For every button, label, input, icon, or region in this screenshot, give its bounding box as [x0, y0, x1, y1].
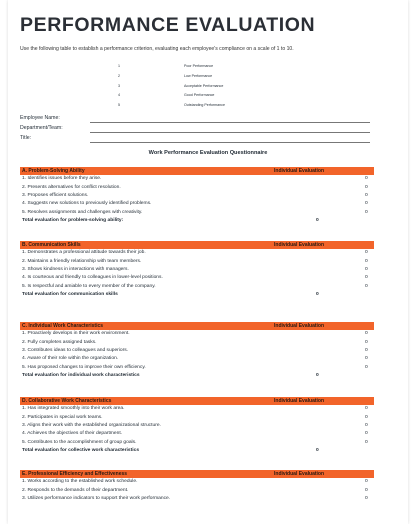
document-page: [8, 0, 408, 524]
section-b: [20, 241, 374, 299]
section-header: [20, 322, 374, 330]
rating-scale: [118, 63, 278, 112]
evaluation-column-header: Individual Evaluation: [274, 398, 325, 405]
section-total-label: Total evaluation for collective work characteristics: [22, 448, 140, 454]
section-total-score: 0: [316, 292, 319, 298]
evaluation-column-header: Individual Evaluation: [274, 168, 325, 175]
section-title: B. Communication Skills: [22, 242, 81, 249]
question-text: 3. Aligns their work with the established organizational structure.: [22, 423, 161, 429]
question-score[interactable]: 0: [365, 331, 368, 337]
section-total-label: Total evaluation for communication skills: [22, 292, 118, 298]
scale-row: [118, 92, 278, 102]
question-text: 4. Suggests new solutions to previously identified problems.: [22, 201, 152, 207]
section-header: [20, 470, 374, 478]
question-text: 1. Proactively develops in their work environment.: [22, 331, 130, 337]
question-score[interactable]: 0: [365, 209, 368, 215]
question-score[interactable]: 0: [365, 348, 368, 354]
department-line[interactable]: [90, 132, 370, 133]
section-title: A. Problem-Solving Ability: [22, 168, 85, 175]
scale-label: Good Performance: [184, 93, 215, 98]
question-row: [20, 347, 374, 355]
question-text: 3. Utilizes performance indicators to support their work performance.: [22, 496, 171, 502]
employee-name-field[interactable]: [20, 115, 370, 125]
question-row: [20, 486, 374, 494]
employee-name-label: Employee Name:: [20, 115, 60, 121]
section-total-score: 0: [316, 218, 319, 224]
scale-row: [118, 102, 278, 112]
question-text: 1. Identifies issues before they arise.: [22, 176, 102, 182]
section-total-score: 0: [316, 373, 319, 379]
question-row: [20, 413, 374, 421]
employee-info: [20, 115, 370, 145]
question-row: [20, 274, 374, 282]
section-title: C. Individual Work Characteristics: [22, 323, 104, 330]
question-score[interactable]: 0: [365, 275, 368, 281]
intro-text: Use the following table to establish a performance criterion, evaluating each employee's compliance on a scale of 1 to 10.: [20, 46, 294, 52]
scale-row: [118, 73, 278, 83]
question-text: 5. Contributes to the accomplishment of group goals.: [22, 439, 137, 445]
question-score[interactable]: 0: [365, 414, 368, 420]
section-title: E. Professional Efficiency and Effectiveness: [22, 471, 128, 478]
question-score[interactable]: 0: [365, 431, 368, 437]
question-row: [20, 249, 374, 257]
question-score[interactable]: 0: [365, 258, 368, 264]
question-row: [20, 495, 374, 503]
question-text: 1. Has integrated smoothly into their work area.: [22, 406, 125, 412]
question-text: 5. Resolves assignments and challenges with creativity.: [22, 209, 143, 215]
question-text: 2. Maintains a friendly relationship with team members.: [22, 258, 142, 264]
question-score[interactable]: 0: [365, 356, 368, 362]
department-field[interactable]: [20, 125, 370, 135]
section-a: [20, 167, 374, 225]
section-total-label: Total evaluation for problem-solving ability:: [22, 218, 124, 224]
questionnaire-title: Work Performance Evaluation Questionnaire: [148, 150, 268, 156]
question-score[interactable]: 0: [365, 201, 368, 207]
question-text: 5. Has proposed changes to improve their own efficiency.: [22, 364, 146, 370]
question-row: [20, 257, 374, 265]
question-score[interactable]: 0: [365, 406, 368, 412]
section-total-row: [20, 447, 374, 455]
question-text: 4. Aware of their role within the organization.: [22, 356, 119, 362]
section-total-label: Total evaluation for individual work characteristics: [22, 373, 140, 379]
scale-row: [118, 83, 278, 93]
evaluation-column-header: Individual Evaluation: [274, 242, 325, 249]
question-text: 1. Demonstrates a professional attitude towards their job.: [22, 250, 146, 256]
question-row: [20, 200, 374, 208]
scale-number: 5: [118, 103, 120, 108]
question-score[interactable]: 0: [365, 364, 368, 370]
question-row: [20, 430, 374, 438]
question-text: 4. Achieves the objectives of their department.: [22, 431, 123, 437]
question-row: [20, 282, 374, 290]
question-score[interactable]: 0: [365, 283, 368, 289]
scale-label: Low Performance: [184, 73, 213, 78]
question-row: [20, 183, 374, 191]
question-score[interactable]: 0: [365, 496, 368, 502]
question-text: 3. Proposes efficient solutions.: [22, 193, 89, 199]
question-row: [20, 192, 374, 200]
question-score[interactable]: 0: [365, 339, 368, 345]
scale-label: Acceptable Performance: [184, 83, 224, 88]
title-field[interactable]: [20, 135, 370, 145]
question-score[interactable]: 0: [365, 479, 368, 485]
scale-row: [118, 63, 278, 73]
section-total-row: [20, 372, 374, 380]
question-text: 5. Is respectful and amiable to every member of the company.: [22, 283, 156, 289]
department-label: Department/Team:: [20, 125, 63, 131]
question-text: 2. Participates in special work teams.: [22, 414, 103, 420]
question-score[interactable]: 0: [365, 487, 368, 493]
question-text: 1. Works according to the established work schedule.: [22, 479, 138, 485]
question-text: 3. Contributes ideas to colleagues and superiors.: [22, 348, 129, 354]
section-e: [20, 470, 374, 503]
section-header: [20, 241, 374, 249]
scale-number: 1: [118, 64, 120, 68]
scale-number: 2: [118, 73, 120, 78]
question-text: 2. Responds to the demands of their department.: [22, 487, 129, 493]
question-text: 3. Shows kindness in interactions with managers.: [22, 267, 129, 273]
title-line[interactable]: [90, 142, 370, 143]
question-score[interactable]: 0: [365, 176, 368, 182]
section-total-row: [20, 291, 374, 299]
section-d: [20, 397, 374, 455]
question-row: [20, 363, 374, 371]
question-row: [20, 422, 374, 430]
section-total-row: [20, 217, 374, 225]
question-row: [20, 355, 374, 363]
section-header: [20, 397, 374, 405]
scale-number: 3: [118, 83, 120, 88]
question-score[interactable]: 0: [365, 193, 368, 199]
question-row: [20, 175, 374, 183]
scale-label: Poor Performance: [184, 64, 214, 68]
question-row: [20, 478, 374, 486]
evaluation-column-header: Individual Evaluation: [274, 471, 325, 478]
section-header: [20, 167, 374, 175]
scale-number: 4: [118, 93, 120, 98]
scale-label: Outstanding Performance: [184, 103, 225, 108]
section-c: [20, 322, 374, 380]
question-score[interactable]: 0: [365, 184, 368, 190]
evaluation-column-header: Individual Evaluation: [274, 323, 325, 330]
question-score[interactable]: 0: [365, 439, 368, 445]
question-row: [20, 330, 374, 338]
question-text: 4. Is courteous and friendly to colleagues in lower-level positions.: [22, 275, 163, 281]
question-text: 2. Presents alternatives for conflict resolution.: [22, 184, 121, 190]
question-score[interactable]: 0: [365, 423, 368, 429]
section-title: D. Collaborative Work Characteristics: [22, 398, 112, 405]
question-text: 2. Fully completes assigned tasks.: [22, 339, 97, 345]
question-row: [20, 338, 374, 346]
question-row: [20, 266, 374, 274]
question-row: [20, 438, 374, 446]
page-title: PERFORMANCE EVALUATION: [20, 14, 316, 36]
employee-name-line[interactable]: [90, 122, 370, 123]
question-score[interactable]: 0: [365, 267, 368, 273]
question-score[interactable]: 0: [365, 250, 368, 256]
question-row: [20, 208, 374, 216]
question-row: [20, 405, 374, 413]
section-total-score: 0: [316, 448, 319, 454]
title-label: Title:: [20, 135, 32, 141]
